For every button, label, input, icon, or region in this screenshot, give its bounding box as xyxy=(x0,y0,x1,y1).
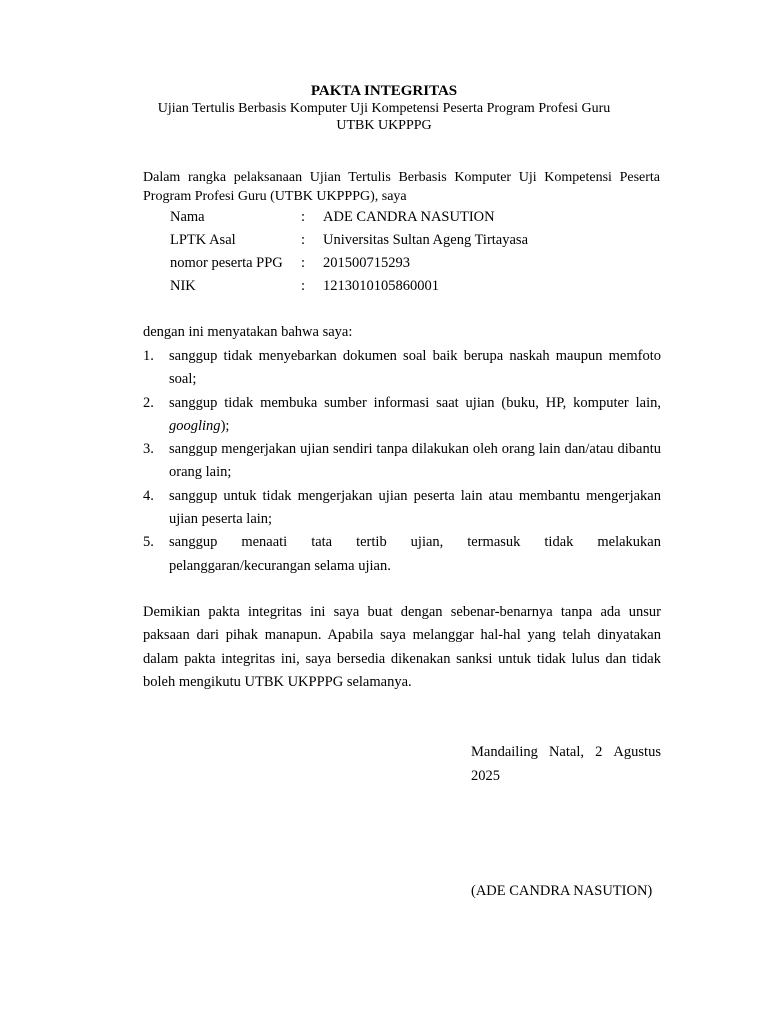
list-item xyxy=(143,438,661,485)
list-word: termasuk xyxy=(467,534,521,551)
document-subtitle-line1: Ujian Tertulis Berbasis Komputer Uji Kompetensi Peserta Program Profesi Guru xyxy=(157,101,611,116)
identity-colon: : xyxy=(301,278,306,294)
list-item xyxy=(143,392,661,439)
list-word: sanggup xyxy=(169,534,218,551)
list-item xyxy=(143,531,661,578)
list-word: tata xyxy=(311,534,333,551)
list-word: tidak xyxy=(544,534,574,551)
list-number: 5. xyxy=(143,534,154,551)
list-number: 3. xyxy=(143,441,154,458)
list-item xyxy=(143,485,661,532)
identity-label: Nama xyxy=(170,209,205,225)
statement-list xyxy=(143,345,661,578)
identity-label: NIK xyxy=(170,278,196,294)
place-date-word: 2 xyxy=(595,744,603,760)
place-date-year: 2025 xyxy=(471,768,500,784)
list-word: ujian, xyxy=(410,534,444,551)
place-date xyxy=(471,740,661,788)
identity-colon: : xyxy=(301,255,306,271)
place-date-word: Agustus xyxy=(613,744,661,760)
intro-paragraph: Dalam rangka pelaksanaan Ujian Tertulis Berbasis Komputer Uji Kompetensi Peserta Program Profesi Guru (UTBK UKPPPG), saya xyxy=(143,170,660,204)
list-word: menaati xyxy=(241,534,288,551)
identity-label: nomor peserta PPG xyxy=(170,255,283,271)
list-item-text: sanggup mengerjakan ujian sendiri tanpa dilakukan oleh orang lain dan/atau dibantu orang lain; xyxy=(169,441,661,481)
list-item-second-line: pelanggaran/kecurangan selama ujian. xyxy=(169,557,391,574)
list-item-text: sanggup untuk tidak mengerjakan ujian peserta lain atau membantu mengerjakan ujian peserta lain; xyxy=(169,487,661,528)
list-item-spread-line xyxy=(169,531,661,554)
identity-value: 1213010105860001 xyxy=(323,278,439,294)
identity-colon: : xyxy=(301,209,306,225)
place-date-line xyxy=(471,740,661,764)
place-date-word: Mandailing xyxy=(471,744,538,760)
closing-paragraph: Demikian pakta integritas ini saya buat dengan sebenar-benarnya tanpa ada unsur paksaan dari pihak manapun. Apabila saya melanggar hal-hal yang telah dinyatakan dalam pakta integritas ini, saya bersedia dikenakan sanksi untuk tidak lulus dan tidak boleh mengikutu UTBK UKPPPG selamanya. xyxy=(143,604,661,690)
list-item-text-main: sanggup tidak membuka sumber informasi saat ujian (buku, HP, komputer lain, xyxy=(169,394,661,411)
document-title: PAKTA INTEGRITAS xyxy=(310,83,458,99)
list-word: tertib xyxy=(356,534,387,551)
list-word: melakukan xyxy=(597,534,661,551)
list-item-text xyxy=(169,531,661,578)
list-number: 2. xyxy=(143,394,154,411)
place-date-word: Natal, xyxy=(548,744,584,760)
list-item-text-suffix: ); xyxy=(220,417,230,434)
signature-name: (ADE CANDRA NASUTION) xyxy=(471,883,653,899)
list-item-text-italic: googling xyxy=(169,417,221,434)
identity-label: LPTK Asal xyxy=(170,232,236,248)
list-item-text: sanggup tidak menyebarkan dokumen soal baik berupa naskah maupun memfoto soal; xyxy=(169,348,661,388)
identity-value: ADE CANDRA NASUTION xyxy=(323,209,495,225)
identity-value: 201500715293 xyxy=(323,255,410,271)
list-item-text xyxy=(169,392,661,439)
document-subtitle-line2: UTBK UKPPPG xyxy=(336,118,432,133)
identity-value: Universitas Sultan Ageng Tirtayasa xyxy=(323,232,529,248)
list-item xyxy=(143,345,661,392)
list-number: 1. xyxy=(143,348,154,364)
list-number: 4. xyxy=(143,487,154,504)
statement-lead: dengan ini menyatakan bahwa saya: xyxy=(143,324,353,340)
identity-colon: : xyxy=(301,232,306,248)
